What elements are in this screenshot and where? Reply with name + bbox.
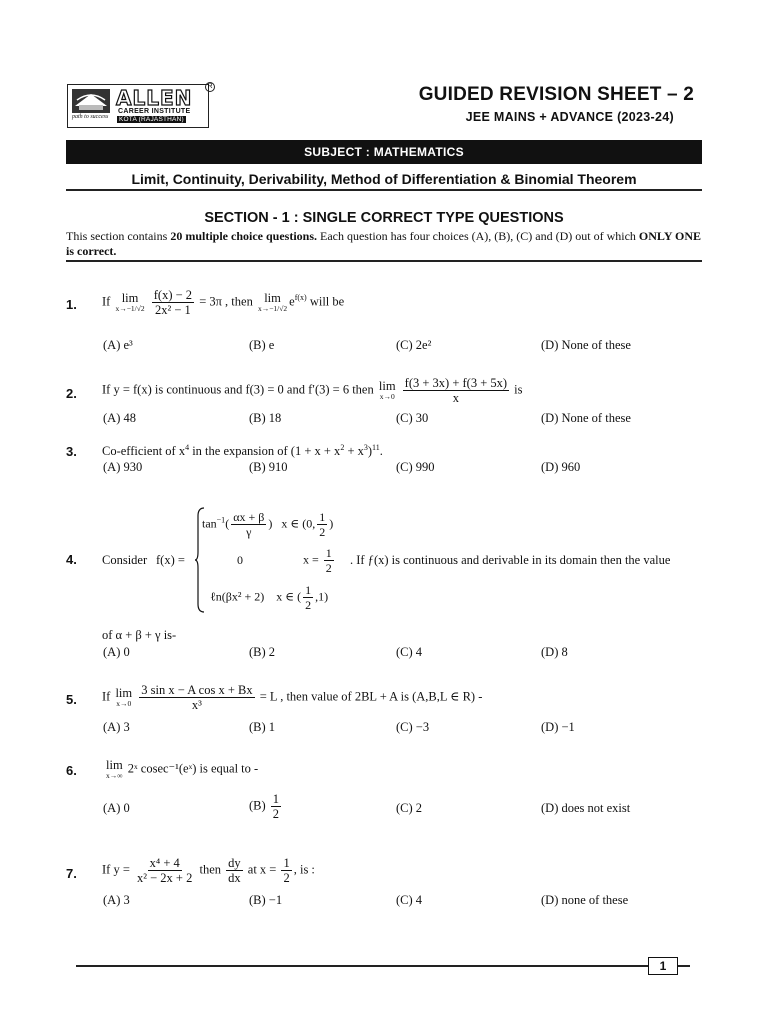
question-text: is equal to - bbox=[199, 761, 259, 776]
option-b[interactable]: (B) 910 bbox=[249, 460, 288, 474]
option-b[interactable]: (B) e bbox=[249, 338, 275, 352]
exponent: f(x) bbox=[294, 293, 307, 303]
numerator: x⁴ + 4 bbox=[149, 856, 180, 870]
limit-label: lim bbox=[115, 686, 133, 700]
option-c[interactable]: (C) 4 bbox=[396, 645, 423, 659]
domain-label: x ∈ bbox=[276, 589, 295, 604]
question-text: in the expansion of (1 + x + x bbox=[189, 444, 341, 459]
limit-expression bbox=[106, 759, 123, 780]
numerator: 1 bbox=[319, 510, 326, 524]
question-text: then bbox=[199, 862, 222, 877]
denominator: 2 bbox=[325, 561, 332, 575]
denominator: 2 bbox=[305, 598, 312, 612]
fraction bbox=[317, 510, 327, 539]
denominator: 2 bbox=[272, 807, 280, 821]
piecewise-row-1: $\tan^{-1}$( $\frac{\alpha x + \beta}{\gamma}$ ) x ∈ (0, $\frac{1}{2}$ ) bbox=[202, 510, 334, 539]
question-number: 6. bbox=[66, 763, 77, 778]
option-c[interactable]: (C) −3 bbox=[396, 720, 430, 734]
expression: 2ˣ cosec⁻¹(eˣ) bbox=[127, 761, 197, 776]
option-b[interactable] bbox=[249, 792, 283, 821]
option-a[interactable]: (A) e³ bbox=[103, 338, 133, 352]
option-a[interactable]: (A) 0 bbox=[103, 645, 130, 659]
question-text: , is : bbox=[293, 862, 315, 877]
denominator: x bbox=[452, 391, 459, 405]
divider bbox=[66, 260, 702, 262]
question-text: Consider bbox=[102, 553, 148, 567]
expression: βx² + 2 bbox=[225, 589, 261, 604]
option-a[interactable]: (A) 48 bbox=[103, 411, 136, 425]
fraction bbox=[324, 546, 334, 575]
limit-label: lim bbox=[106, 758, 123, 772]
option-a[interactable]: (A) 3 bbox=[103, 720, 130, 734]
question-number: 3. bbox=[66, 444, 77, 459]
allen-logo bbox=[67, 84, 209, 128]
numerator: 1 bbox=[272, 792, 280, 806]
section-instructions bbox=[66, 229, 706, 259]
numerator: 1 bbox=[305, 583, 312, 597]
numerator: 3 sin x − A cos x + Bx bbox=[141, 683, 253, 697]
question-number: 1. bbox=[66, 297, 77, 312]
question-text: If y = bbox=[102, 862, 130, 877]
exponent: −1 bbox=[216, 515, 226, 525]
limit-subscript: x→0 bbox=[116, 699, 132, 708]
subject-banner: SUBJECT : MATHEMATICS bbox=[66, 140, 702, 164]
logo-subtitle: CAREER INSTITUTE bbox=[118, 108, 191, 115]
denominator: 2 bbox=[319, 525, 326, 539]
logo-wordmark: ALLEN bbox=[116, 86, 193, 110]
registered-mark: R bbox=[205, 82, 215, 92]
sheet-title: GUIDED REVISION SHEET – 2 bbox=[418, 84, 694, 105]
option-b[interactable]: (B) 2 bbox=[249, 645, 276, 659]
question-text: will be bbox=[309, 294, 345, 309]
question-text bbox=[102, 443, 383, 459]
option-d[interactable]: (D) 960 bbox=[541, 460, 581, 474]
instructions-text: Each question has four choices (A), (B), (C) and (D) out of which bbox=[317, 229, 639, 243]
numerator: f(x) − 2 bbox=[153, 288, 193, 302]
option-b[interactable]: (B) −1 bbox=[249, 893, 283, 907]
question-number: 2. bbox=[66, 386, 77, 401]
denominator: dx bbox=[228, 871, 241, 885]
option-c[interactable]: (C) 4 bbox=[396, 893, 423, 907]
option-label: (B) bbox=[249, 798, 266, 813]
limit-subscript: x→∞ bbox=[106, 771, 123, 780]
question-text: at x = bbox=[247, 862, 277, 877]
option-d[interactable]: (D) 8 bbox=[541, 645, 568, 659]
option-a[interactable]: (A) 0 bbox=[103, 801, 130, 815]
numerator: dy bbox=[228, 856, 241, 870]
question-text: = L , then value of 2BL + A is (A,B,L ∈ R) - bbox=[259, 689, 483, 704]
institute-emblem-icon bbox=[71, 88, 111, 114]
option-d[interactable]: (D) does not exist bbox=[541, 801, 631, 815]
question-text: = 3π , then bbox=[199, 294, 253, 309]
option-b[interactable]: (B) 1 bbox=[249, 720, 276, 734]
sheet-subtitle: JEE MAINS + ADVANCE (2023-24) bbox=[465, 110, 674, 124]
question-text: ) bbox=[367, 444, 373, 459]
question-text: If bbox=[102, 294, 111, 309]
question-text bbox=[102, 376, 523, 405]
question-text bbox=[102, 288, 344, 317]
question-text: . bbox=[379, 444, 383, 459]
limit-subscript: x→−1/√2 bbox=[115, 304, 145, 313]
exponent: 11 bbox=[372, 443, 380, 452]
limit-label: lim bbox=[378, 379, 396, 393]
question-text: is bbox=[514, 382, 523, 397]
expression: tan bbox=[202, 516, 217, 531]
logo-location: KOTA (RAJASTHAN) bbox=[119, 116, 184, 123]
piecewise-row-3: ℓn(βx² + 2) x ∈ ( $\frac{1}{2}$ ,1) bbox=[210, 583, 329, 612]
limit-subscript: x→−1/√2 bbox=[257, 304, 288, 313]
exponent: 4 bbox=[185, 443, 190, 452]
fraction bbox=[226, 856, 243, 885]
exponent: 2 bbox=[340, 443, 345, 452]
denominator: 2x² − 1 bbox=[155, 303, 191, 317]
condition-label: x = bbox=[303, 552, 319, 567]
expression: e bbox=[289, 294, 295, 309]
question-text bbox=[102, 856, 315, 885]
option-a[interactable]: (A) 3 bbox=[103, 893, 130, 907]
denominator: γ bbox=[246, 525, 252, 539]
option-d[interactable]: (D) −1 bbox=[541, 720, 575, 734]
instructions-emphasis: ONLY ONE is correct. bbox=[66, 229, 702, 258]
fraction bbox=[281, 856, 291, 885]
section-heading: SECTION - 1 : SINGLE CORRECT TYPE QUESTIONS bbox=[204, 210, 564, 226]
option-c[interactable]: (C) 2e² bbox=[396, 338, 432, 352]
fraction bbox=[303, 583, 313, 612]
question-text: Co-efficient of x bbox=[102, 444, 186, 459]
option-a[interactable]: (A) 930 bbox=[103, 460, 143, 474]
question-text: If y = f(x) is continuous and f(3) = 0 and f′(3) = 6 then bbox=[102, 382, 374, 397]
option-b[interactable]: (B) 18 bbox=[249, 411, 282, 425]
interval-end: ,1 bbox=[315, 589, 325, 604]
denominator: x³ bbox=[191, 698, 202, 712]
limit-expression bbox=[379, 380, 396, 401]
logo-tagline: path to success bbox=[72, 114, 109, 120]
question-number: 7. bbox=[66, 866, 77, 881]
numerator: f(3 + 3x) + f(3 + 5x) bbox=[404, 376, 508, 390]
fraction bbox=[139, 683, 254, 712]
question-text: If bbox=[102, 689, 111, 704]
fraction bbox=[135, 856, 194, 885]
interval-start: 0, bbox=[306, 516, 316, 531]
fraction bbox=[271, 792, 281, 821]
piecewise-row-2-condition bbox=[303, 546, 336, 575]
option-d[interactable]: (D) None of these bbox=[541, 411, 631, 425]
domain-label: x ∈ bbox=[281, 516, 300, 531]
numerator: αx + β bbox=[233, 510, 265, 524]
limit-expression bbox=[115, 292, 144, 313]
numerator: 1 bbox=[325, 546, 332, 560]
option-c[interactable]: (C) 990 bbox=[396, 460, 435, 474]
fraction bbox=[231, 510, 266, 539]
limit-subscript: x→0 bbox=[379, 392, 395, 401]
divider bbox=[66, 189, 702, 191]
denominator: x² − 2x + 2 bbox=[137, 871, 193, 885]
function-label: f(x) = bbox=[156, 553, 185, 567]
option-c[interactable]: (C) 2 bbox=[396, 801, 423, 815]
question-text: of α + β + γ is- bbox=[102, 628, 177, 642]
expression: ℓn bbox=[210, 589, 222, 604]
question-text bbox=[102, 683, 482, 712]
fraction bbox=[403, 376, 509, 405]
option-d[interactable]: (D) none of these bbox=[541, 893, 629, 907]
fraction bbox=[152, 288, 194, 317]
option-d[interactable]: (D) None of these bbox=[541, 338, 631, 352]
exponent: 3 bbox=[363, 443, 368, 452]
limit-label: lim bbox=[264, 291, 281, 305]
piecewise-row-2-value: 0 bbox=[237, 553, 243, 567]
question-text: + x bbox=[344, 444, 364, 459]
topic-heading: Limit, Continuity, Derivability, Method of Differentiation & Binomial Theorem bbox=[131, 171, 637, 187]
footer-divider bbox=[76, 965, 690, 967]
page-number: 1 bbox=[648, 957, 678, 975]
instructions-text: This section contains bbox=[66, 229, 171, 243]
limit-expression bbox=[115, 687, 132, 708]
question-text: . If ƒ(x) is continuous and derivable in its domain then the value bbox=[350, 553, 671, 567]
denominator: 2 bbox=[283, 871, 290, 885]
option-c[interactable]: (C) 30 bbox=[396, 411, 429, 425]
limit-label: lim bbox=[121, 291, 139, 305]
numerator: 1 bbox=[283, 856, 290, 870]
instructions-emphasis: 20 multiple choice questions. bbox=[170, 229, 317, 243]
limit-expression bbox=[258, 292, 287, 313]
question-text bbox=[104, 759, 258, 780]
question-number: 5. bbox=[66, 692, 77, 707]
question-number: 4. bbox=[66, 552, 77, 567]
